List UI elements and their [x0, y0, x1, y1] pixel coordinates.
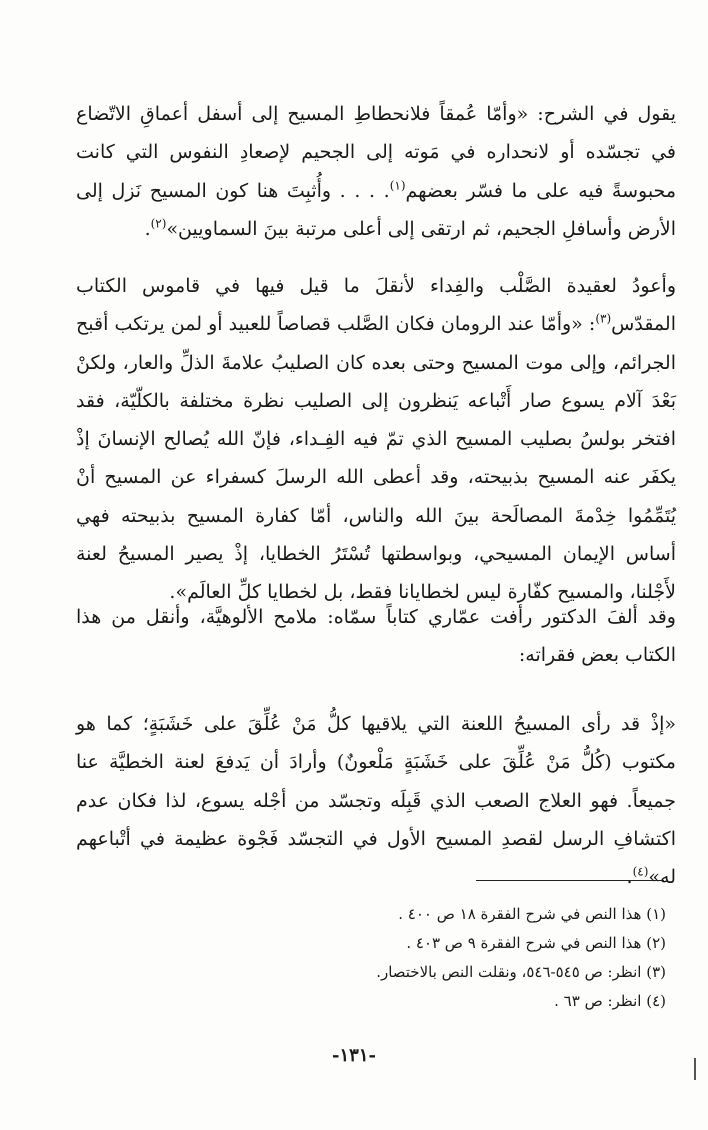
footnote-2: (٢) هذا النص في شرح الفقرة ٩ ص ٤٠٣ . — [406, 934, 666, 952]
paragraph-1 — [76, 95, 676, 248]
paragraph-1-text-a: يقول في الشرح: «وأمّا عُمقاً فلانحطاطِ المسيح إلى أسفل أعماقِ الاتّضاع في تجسّده أو لانحداره في مَوته إلى الجحيم لإصعادِ النفوس التي كانت محبوسةً فيه على ما فسّر بعضهم — [76, 103, 677, 202]
footnote-3: (٣) انظر: ص ٥٤٥-٥٤٦، ونقلت النص بالاختصار. — [376, 963, 666, 981]
paragraph-3-text-a: وقد ألفَ الدكتور رأفت عمّاري كتاباً سمّاه: ملامح الألوهيَّة، وأنقل من هذا الكتاب بعض فقراته: — [76, 606, 676, 667]
footnote-ref-3: (٣) — [595, 311, 612, 326]
margin-mark — [694, 1058, 696, 1080]
footnote-1: (١) هذا النص في شرح الفقرة ١٨ ص ٤٠٠ . — [398, 905, 666, 923]
paragraph-2-text-b: : «وأمّا عند الرومان فكان الصَّلب قصاصاً للعبيد أو لمن يرتكب أقبح الجرائم، وإلى موت المسيح وحتى بعده كان الصليبُ علامةَ الذلِّ والعار، ولكنْ بَعْدَ آلام يسوع صار أَتْباعه يَنظرون إلى الصليب نظرة مختلفة بالكلّيّة، فقد افتخر بولسُ بصليب المسيح الذي تمّ فيه الفِـداء، فإنّ الله يُصالح الإنسانَ إذْ يكفَر عنه المسيح بذبيحته، وقد أعطى الله الرسلَ كسفراء عن المسيح أنْ يُتَمِّمُوا خِدْمةَ المصالَحة بينَ الله والناس، أمّا كفارة المسيح بذبيحته فهي أساس الإيمان المسيحي، وبواسطتها تُسْتَرُ الخطايا، إذْ يصير المسيحُ لعنة لأَجْلنا، والمسيح كفّارة ليس لخطايانا فقط، بل لخطايا كلِّ العالَم» — [76, 313, 676, 604]
paragraph-2 — [76, 267, 676, 612]
footnote-separator-line — [476, 880, 664, 881]
paragraph-4-text-a: «إذْ قد رأى المسيحُ اللعنة التي يلاقيها كلُّ مَنْ عُلِّقَ على خَشَبَةٍ؛ كما هو مكتوب (كُلُّ مَنْ عُلِّقَ على خَشَبَةٍ مَلْعونٌ) وأرادَ أن يَدفعَ لعنة الخطيَّة عنا جميعاً. فهو العلاج الصعب الذي قَبِلَه وتجسّد من أجْله يسوع، لذا فكان عدم اكتشافِ الرسل لقصدِ المسيح الأول في التجسّد فَجْوة عظيمة في أتْباعهم له» — [76, 713, 676, 889]
paragraph-1-text-b: . . . . وأُثبِتَ هنا كون المسيح نَزل إلى الأرض وأسافلِ الجحيم، ثم ارتقى إلى أعلى مرتبة بينَ السماويين» — [76, 179, 676, 240]
footnote-4: (٤) انظر: ص ٦٣ . — [554, 992, 666, 1010]
footnotes-list — [246, 900, 666, 1016]
footnote-ref-4: (٤) — [632, 864, 649, 879]
footnote-ref-1: (١) — [389, 178, 406, 193]
page-number: -١٣١- — [332, 1045, 376, 1066]
paragraph-4-text-b: . — [626, 866, 633, 889]
paragraph-2-text-c: . — [169, 581, 176, 604]
paragraph-3 — [76, 598, 676, 675]
footnote-ref-2: (٢) — [150, 216, 167, 231]
paragraph-1-text-c: . — [144, 217, 151, 240]
paragraph-4-quote — [76, 705, 676, 896]
paragraph-2-text-a: وأعودُ لعقيدة الصَّلْب والفِداء لأنقلَ ما قيل فيها في قاموس الكتاب المقدّس — [76, 275, 676, 336]
